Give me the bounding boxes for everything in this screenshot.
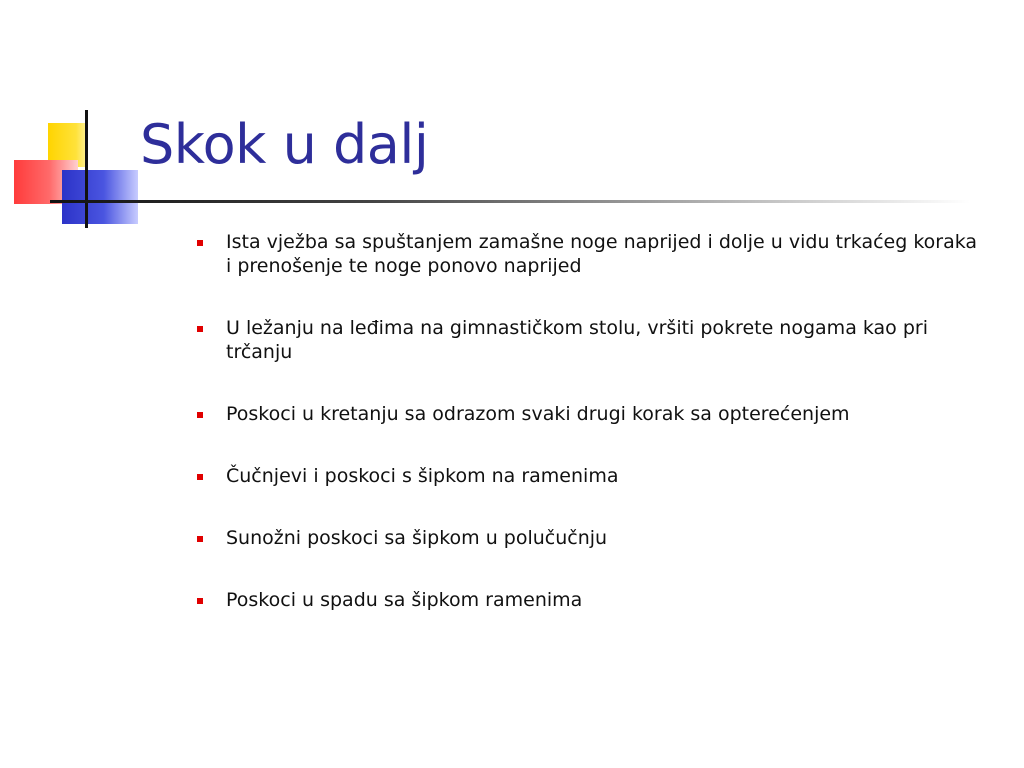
bullet-item xyxy=(195,588,985,612)
bullet-item xyxy=(195,464,985,488)
square-bullet-icon xyxy=(197,536,203,542)
square-bullet-icon xyxy=(197,326,203,332)
blue-square xyxy=(62,170,138,224)
bullet-text: Ista vježba sa spuštanjem zamašne noge naprijed i dolje u vidu trkaćeg koraka i prenošenje te noge ponovo naprijed xyxy=(226,231,978,277)
square-bullet-icon xyxy=(197,474,203,480)
bullet-text: U ležanju na leđima na gimnastičkom stolu, vršiti pokrete nogama kao pri trčanju xyxy=(226,317,928,363)
bullet-item xyxy=(195,230,985,278)
title-underline xyxy=(50,200,970,203)
bullet-item xyxy=(195,526,985,550)
bullet-list xyxy=(195,230,985,650)
bullet-text: Sunožni poskoci sa šipkom u polučučnju xyxy=(226,527,608,549)
bullet-item xyxy=(195,316,985,364)
vertical-rule xyxy=(85,110,88,228)
square-bullet-icon xyxy=(197,598,203,604)
slide-title: Skok u dalj xyxy=(140,113,429,176)
bullet-text: Čučnjevi i poskoci s šipkom na ramenima xyxy=(226,465,619,487)
bullet-item xyxy=(195,402,985,426)
square-bullet-icon xyxy=(197,240,203,246)
bullet-text: Poskoci u spadu sa šipkom ramenima xyxy=(226,589,583,611)
bullet-text: Poskoci u kretanju sa odrazom svaki drugi korak sa opterećenjem xyxy=(226,403,850,425)
decorative-squares-logo xyxy=(0,0,160,240)
square-bullet-icon xyxy=(197,412,203,418)
